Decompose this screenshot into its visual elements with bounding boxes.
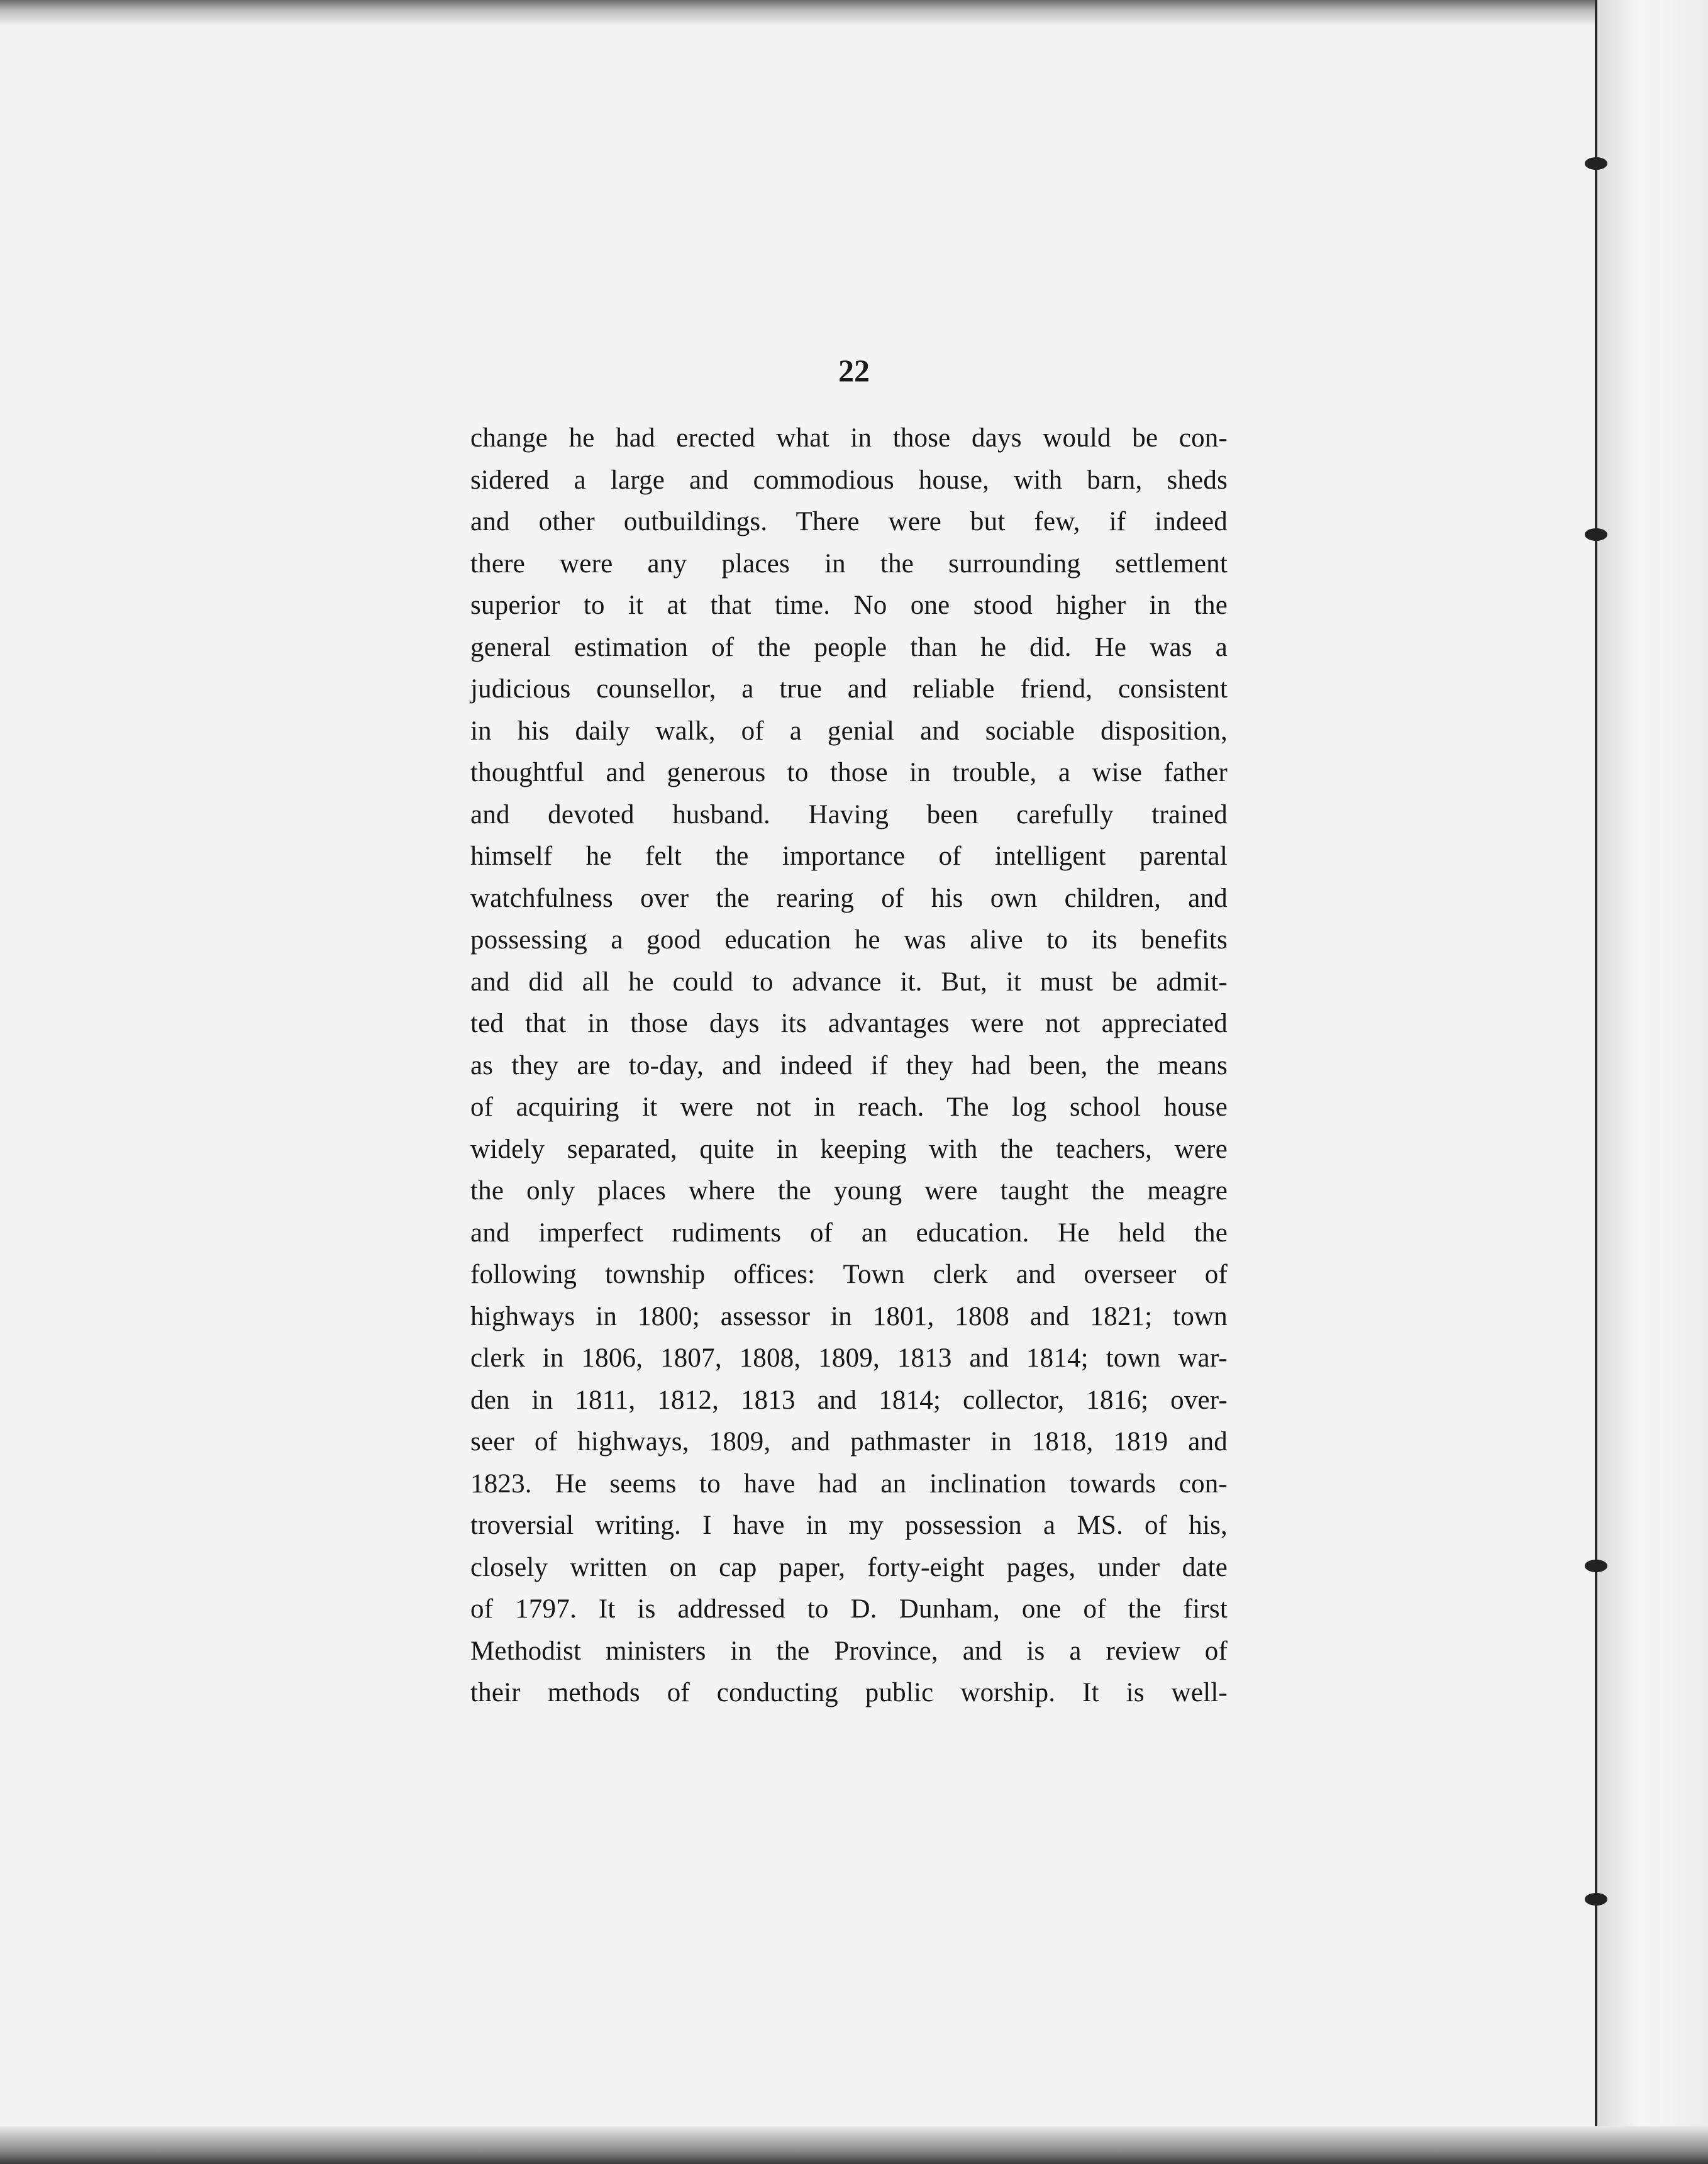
text-line: change he had erected what in those days would be con-: [470, 423, 1228, 453]
text-line: and other outbuildings. There were but few, if indeed: [470, 507, 1228, 536]
text-line: watchfulness over the rearing of his own children, and: [470, 883, 1228, 913]
text-line: of acquiring it were not in reach. The log school house: [470, 1092, 1228, 1122]
text-line: the only places where the young were taught the meagre: [470, 1176, 1228, 1206]
text-line: sidered a large and commodious house, with barn, sheds: [470, 465, 1228, 495]
text-line: and imperfect rudiments of an education. He held the: [470, 1218, 1228, 1248]
scan-bottom-edge: [0, 2126, 1708, 2164]
text-line: their methods of conducting public worship. It is well-: [470, 1678, 1228, 1707]
text-line: there were any places in the surrounding settlement: [470, 548, 1228, 579]
text-line: ted that in those days its advantages were not appreciated: [470, 1009, 1228, 1038]
text-line: highways in 1800; assessor in 1801, 1808 and 1821; town: [470, 1301, 1228, 1331]
text-line: widely separated, quite in keeping with the teachers, were: [470, 1134, 1228, 1164]
text-line: of 1797. It is addressed to D. Dunham, one of the first: [470, 1594, 1228, 1624]
text-line: himself he felt the importance of intelligent parental: [470, 841, 1228, 871]
text-line: and did all he could to advance it. But, it must be admit-: [470, 967, 1228, 997]
binding-stitch: [1585, 1560, 1607, 1572]
text-line: 1823. He seems to have had an inclination towards con-: [470, 1468, 1228, 1499]
text-line: thoughtful and generous to those in trouble, a wise father: [470, 758, 1228, 787]
binding-stitch: [1585, 157, 1607, 170]
text-line: possessing a good education he was alive to its benefits: [470, 925, 1228, 955]
text-line: following township offices: Town clerk and overseer of: [470, 1260, 1228, 1289]
text-line: general estimation of the people than he did. He was a: [470, 632, 1228, 662]
binding-stitch: [1585, 1893, 1607, 1906]
scan-top-edge: [0, 0, 1708, 25]
binding-stitch: [1585, 528, 1607, 541]
binding-line: [1595, 0, 1597, 2164]
text-line: seer of highways, 1809, and pathmaster in 1818, 1819 and: [470, 1427, 1228, 1457]
binding-margin: [1597, 0, 1708, 2164]
body-text: [470, 418, 1228, 1714]
text-line: troversial writing. I have in my possession a MS. of his,: [470, 1511, 1228, 1540]
text-line: judicious counsellor, a true and reliable friend, consistent: [470, 674, 1228, 704]
text-line: clerk in 1806, 1807, 1808, 1809, 1813 and 1814; town war-: [470, 1343, 1228, 1373]
text-line: and devoted husband. Having been carefully trained: [470, 799, 1228, 830]
text-line: closely written on cap paper, forty-eight pages, under date: [470, 1552, 1228, 1582]
text-line: in his daily walk, of a genial and sociable disposition,: [470, 716, 1228, 746]
text-line: den in 1811, 1812, 1813 and 1814; collector, 1816; over-: [470, 1385, 1228, 1415]
page-number: 22: [838, 353, 870, 388]
text-line: superior to it at that time. No one stood higher in the: [470, 591, 1228, 620]
text-line: Methodist ministers in the Province, and is a review of: [470, 1636, 1228, 1666]
text-line: as they are to-day, and indeed if they had been, the means: [470, 1050, 1228, 1080]
